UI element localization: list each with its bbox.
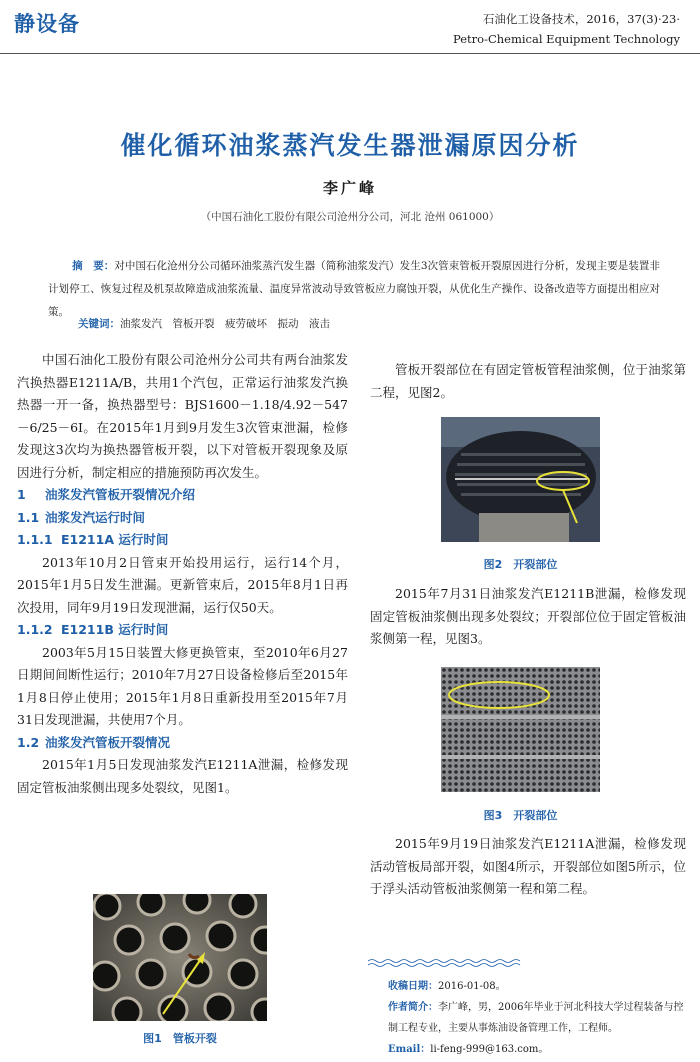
keywords <box>78 316 658 331</box>
figure-3-caption: 图3 开裂部位 <box>483 809 558 822</box>
journal-name-en: Petro-Chemical Equipment Technology <box>453 32 680 46</box>
intro-paragraph: 中国石油化工股份有限公司沧州分公司共有两台油浆发汽换热器E1211A/B，共用1个汽包，正常运行油浆发汽换热器一开一备，换热器型号：BJS1600－1.18/4.92－547－6/25－6I。在2015年1月到9月发生3次管束泄漏，检修发现这3次均为换热器管板开裂，以下对管板开裂现象及原因进行分析，制定相应的措施预防再次发生。 <box>17 352 348 480</box>
header-divider <box>0 53 700 54</box>
author-name: 李广峰 <box>322 179 377 197</box>
abstract-text: 对中国石化沧州分公司循环油浆蒸汽发生器（简称油浆发汽）发生3次管束管板开裂原因进行分析，发现主要是装置非计划停工、恢复过程及机泵故障造成油浆流量、温度异常波动导致管板应力腐蚀开裂，从优化生产操作、设备改造等方面提出相应对策。 <box>48 260 660 318</box>
section-heading-1-2: 1.2 油浆发汽管板开裂情况 <box>17 734 171 750</box>
figure-2-caption: 图2 开裂部位 <box>483 558 558 571</box>
author-email: Email：li-feng-999@163.com。 <box>388 1044 549 1055</box>
keywords-text: 油浆发汽 管板开裂 疲劳破坏 振动 液击 <box>120 318 330 330</box>
received-date: 收稿日期：2016-01-08。 <box>388 981 506 992</box>
journal-name-cn: 石油化工设备技术，2016，37(3)·23· <box>482 12 680 26</box>
right-column-mid <box>370 583 686 651</box>
article-title: 催化循环油浆蒸汽发生器泄漏原因分析 <box>120 131 580 160</box>
author-affiliation: （中国石油化工股份有限公司沧州分公司，河北 沧州 061000） <box>200 211 500 223</box>
tube-sheet-pass-image <box>441 667 600 792</box>
keywords-label: 关键词： <box>78 318 120 330</box>
tube-sheet-closeup-image <box>93 894 267 1021</box>
paragraph-right-2: 2015年7月31日油浆发汽E1211B泄漏，检修发现固定管板油浆侧出现多处裂纹；开裂部位位于固定管板油浆侧第一程，见图3。 <box>370 586 686 646</box>
figure-1-caption: 图1 管板开裂 <box>143 1032 217 1045</box>
section-heading-1-1-2: 1.1.2 E1211B 运行时间 <box>17 622 169 637</box>
paragraph-1-1-1: 2013年10月2日管束开始投用运行，运行14个月，2015年1月5日发生泄漏。更新管束后，2015年8月1日再次投用，同年9月19日发现泄漏，运行仅50天。 <box>17 554 348 615</box>
journal-citation <box>453 9 680 49</box>
section-heading-1-1: 1.1 油浆发汽运行时间 <box>17 509 146 525</box>
section-heading-1: 1 油浆发汽管板开裂情况介绍 <box>17 487 196 502</box>
abstract-label: 摘 要： <box>72 260 115 272</box>
figure-1-photo <box>93 894 267 1021</box>
right-column <box>370 359 686 404</box>
figure-2-photo <box>441 417 600 542</box>
tube-bundle-end-image <box>441 417 600 542</box>
paragraph-right-3: 2015年9月19日油浆发汽E1211A泄漏，检修发现活动管板局部开裂，如图4所示，开裂部位如图5所示，位于浮头活动管板油浆侧第一程和第二程。 <box>370 836 686 896</box>
abstract <box>48 255 660 324</box>
section-heading-1-1-1: 1.1.1 E1211A 运行时间 <box>17 532 169 547</box>
right-column-bottom <box>370 833 686 901</box>
left-column <box>17 349 348 799</box>
paragraph-1-1-2: 2003年5月15日装置大修更换管束，至2010年6月27日期间间断性运行；2010年7月27日设备检修后至2015年1月8日停止使用；2015年1月8日重新投用至2015年7月31日发现泄漏，共使用7个月。 <box>17 644 348 727</box>
footnote-divider <box>368 958 523 968</box>
figure-3-photo <box>441 667 600 792</box>
author-bio: 作者简介：李广峰，男，2006年毕业于河北科技大学过程装备与控制工程专业，主要从事炼油设备管理工作，工程师。 <box>388 1002 684 1034</box>
paragraph-right-1: 管板开裂部位在有固定管板管程油浆侧，位于油浆第二程，见图2。 <box>370 362 686 400</box>
section-tag: 静设备 <box>14 12 80 36</box>
paragraph-1-2: 2015年1月5日发现油浆发汽E1211A泄漏，检修发现固定管板油浆侧出现多处裂纹，见图1。 <box>17 757 348 795</box>
article-footnote <box>388 976 688 1060</box>
